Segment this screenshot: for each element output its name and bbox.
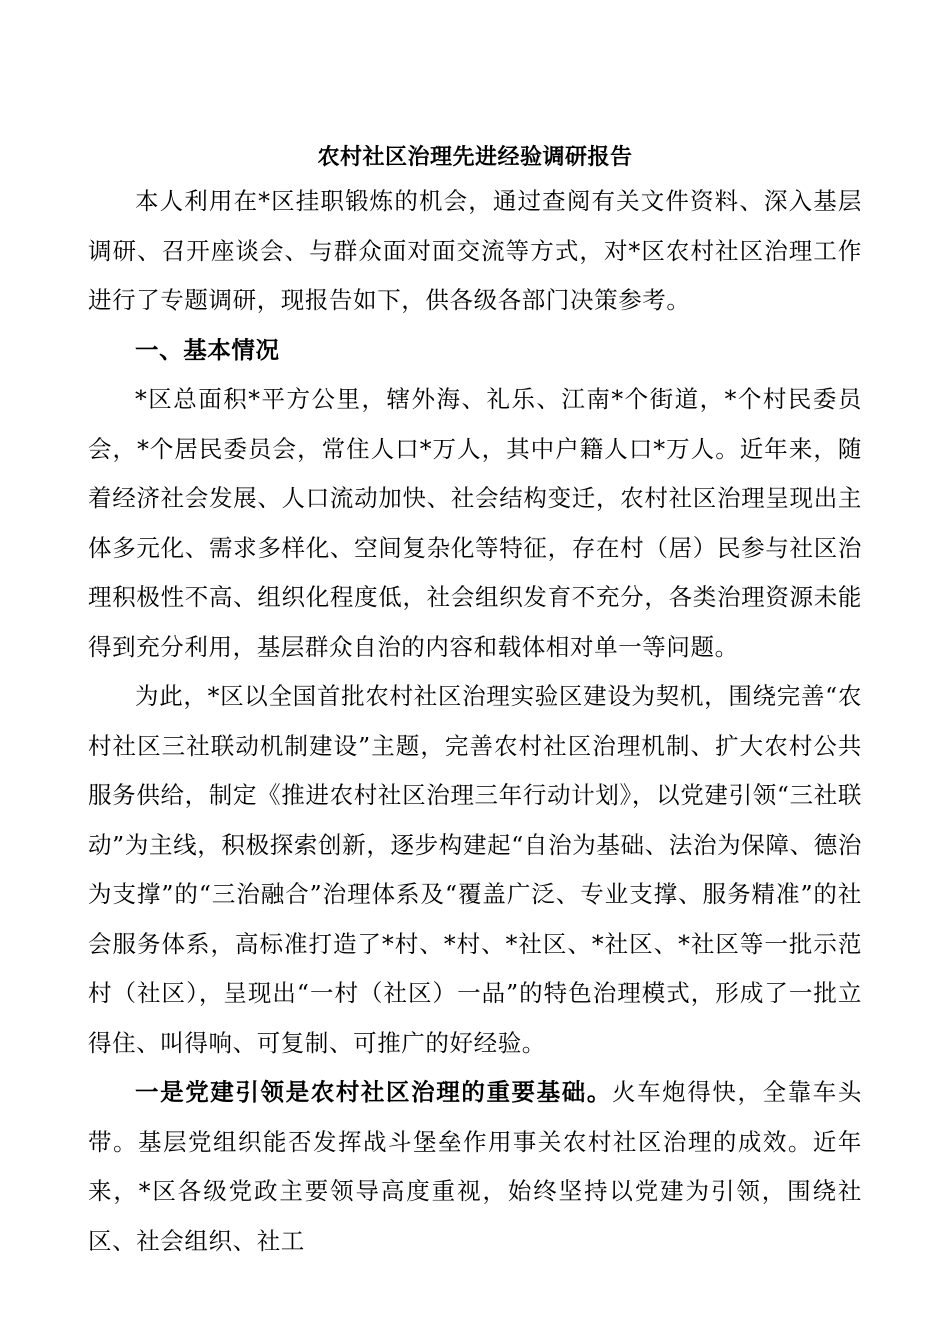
point-one-lead: 一是党建引领是农村社区治理的重要基础。 bbox=[135, 1078, 612, 1106]
measures-paragraph: 为此，*区以全国首批农村社区治理实验区建设为契机，围绕完善“农村社区三社联动机制建设”主题，完善农村社区治理机制、扩大农村公共服务供给，制定《推进农村社区治理三年行动计划》，以党建引领“三社联动”为主线，积极探索创新，逐步构建起“自治为基础、法治为保障、德治为支撑”的“三治融合”治理体系及“覆盖广泛、专业支撑、服务精准”的社会服务体系，高标准打造了*村、*村、*社区、*社区、*社区等一批示范村（社区），呈现出“一村（社区）一品”的特色治理模式，形成了一批立得住、叫得响、可复制、可推广的好经验。 bbox=[88, 682, 862, 1057]
intro-paragraph: 本人利用在*区挂职锻炼的机会，通过查阅有关文件资料、深入基层调研、召开座谈会、与群众面对面交流等方式，对*区农村社区治理工作进行了专题调研，现报告如下，供各级各部门决策参考。 bbox=[88, 187, 862, 314]
basic-situation-paragraph: *区总面积*平方公里，辖外海、礼乐、江南*个街道，*个村民委员会，*个居民委员会，常住人口*万人，其中户籍人口*万人。近年来，随着经济社会发展、人口流动加快、社会结构变迁，农村社区治理呈现出主体多元化、需求多样化、空间复杂化等特征，存在村（居）民参与社区治理积极性不高、组织化程度低，社会组织发育不充分，各类治理资源未能得到充分利用，基层群众自治的内容和载体相对单一等问题。 bbox=[88, 385, 862, 661]
document-title: 农村社区治理先进经验调研报告 bbox=[317, 144, 633, 170]
point-one-paragraph bbox=[88, 1068, 862, 1266]
section-heading-basic-situation: 一、基本情况 bbox=[135, 335, 280, 364]
point-one-text: 火车炮得快，全靠车头带。基层党组织能否发挥战斗堡垒作用事关农村社区治理的成效。近年来，*区各级党政主要领导高度重视，始终坚持以党建为引领，围绕社区、社会组织、社工 bbox=[88, 1078, 862, 1255]
